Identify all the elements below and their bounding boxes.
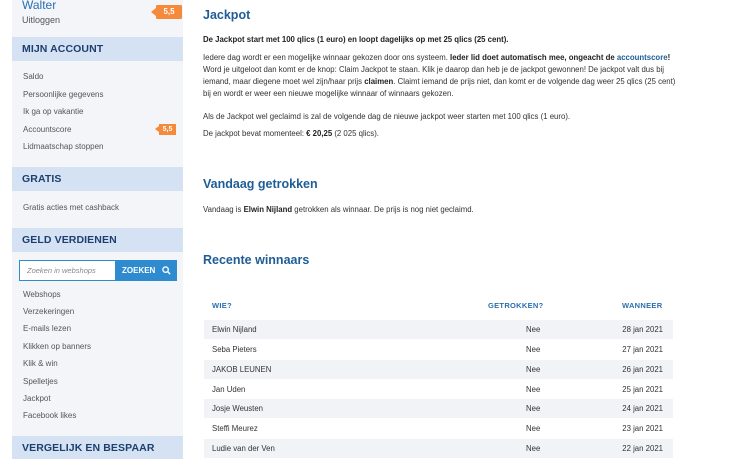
column-header-wie: WIE? — [212, 301, 232, 310]
winner-date: 23 jan 2021 — [622, 424, 663, 433]
accountscore-link[interactable]: accountscore — [616, 53, 668, 62]
jackpot-restart-text: Als de Jackpot wel geclaimd is zal de volgende dag de nieuwe jackpot weer starten met 100 qlics (1 euro). — [203, 112, 571, 121]
winner-claimed: Nee — [526, 345, 541, 354]
search-button-label: ZOEKEN — [122, 266, 156, 275]
jackpot-current — [203, 128, 681, 140]
explanation-claimen: claimen — [364, 77, 394, 86]
section-geld-verdienen: GELD VERDIENEN — [12, 228, 183, 252]
sidebar-item-saldo[interactable]: Saldo — [23, 72, 44, 81]
search-icon — [162, 266, 171, 275]
section-gratis: GRATIS — [12, 167, 183, 191]
winner-date: 22 jan 2021 — [622, 444, 663, 453]
winner-name: Seba Pieters — [212, 345, 257, 354]
winner-claimed: Nee — [526, 444, 541, 453]
recent-title: Recente winnaars — [203, 253, 310, 267]
sidebar-item-klikken-banners[interactable]: Klikken op banners — [23, 342, 92, 351]
webshop-search — [19, 260, 177, 281]
explanation-text-3: . Claimt iemand de prijs niet, dan komt er de volgende dag weer 25 qlics (25 cent) bij en wordt er weer een nieuwe mogelijke winnaar of winnaars gekozen. — [203, 77, 676, 98]
table-row — [204, 380, 673, 399]
sidebar-item-accountscore[interactable]: Accountscore — [23, 125, 72, 134]
winner-claimed: Nee — [526, 325, 541, 334]
sidebar-item-facebook-likes[interactable]: Facebook likes — [23, 411, 77, 420]
user-name[interactable]: Walter — [22, 0, 57, 12]
winner-name: Steffi Meurez — [212, 424, 258, 433]
sidebar — [12, 0, 183, 459]
winner-date: 27 jan 2021 — [622, 345, 663, 354]
jackpot-intro — [203, 34, 681, 46]
winner-date: 28 jan 2021 — [622, 325, 663, 334]
sidebar-item-klik-win[interactable]: Klik & win — [23, 359, 58, 368]
main-content — [203, 0, 683, 459]
table-row — [204, 419, 673, 438]
winner-claimed: Nee — [526, 365, 541, 374]
sidebar-item-gratis-acties[interactable]: Gratis acties met cashback — [23, 203, 120, 212]
sidebar-item-persoonlijke-gegevens[interactable]: Persoonlijke gegevens — [23, 90, 104, 99]
jackpot-intro-text: De Jackpot start met 100 qlics (1 euro) en loopt dagelijks op met 25 qlics (25 cent). — [203, 35, 509, 44]
explanation-bold-1: Ieder lid doet automatisch mee, ongeacht de — [450, 53, 617, 62]
jackpot-explanation — [203, 52, 681, 100]
search-button[interactable] — [115, 260, 177, 281]
winner-date: 26 jan 2021 — [622, 365, 663, 374]
winner-claimed: Nee — [526, 404, 541, 413]
jackpot-current-label: De jackpot bevat momenteel: — [203, 129, 307, 138]
today-title: Vandaag getrokken — [203, 177, 318, 191]
sidebar-item-spelletjes[interactable]: Spelletjes — [23, 377, 58, 386]
section-mijn-account: MIJN ACCOUNT — [12, 37, 183, 61]
sidebar-item-webshops[interactable]: Webshops — [23, 290, 61, 299]
today-text-1: Vandaag is — [203, 205, 244, 214]
today-winner: Elwin Nijland — [243, 205, 293, 214]
winner-date: 24 jan 2021 — [622, 404, 663, 413]
sidebar-item-emails-lezen[interactable]: E-mails lezen — [23, 324, 72, 333]
explanation-text-2: Word je uitgeloot dan komt er de knop: Claim Jackpot te staan. Klik je daarop dan heb je de jackpot gewonnen! De jackpot valt dus bij iemand, maar diegene moet wel zijn/haar prijs — [203, 65, 665, 86]
winner-name: Josje Weusten — [212, 404, 263, 413]
user-panel — [22, 0, 183, 30]
winner-name: JAKOB LEUNEN — [212, 365, 272, 374]
winner-claimed: Nee — [526, 385, 541, 394]
webshop-search-input[interactable] — [19, 260, 116, 281]
jackpot-amount: € 20,25 — [306, 129, 333, 138]
explanation-bold-2: ! — [667, 53, 671, 62]
column-header-getrokken: GETROKKEN? — [488, 301, 544, 310]
sidebar-item-vakantie[interactable]: Ik ga op vakantie — [23, 107, 84, 116]
table-row — [204, 360, 673, 379]
table-row — [204, 399, 673, 418]
jackpot-title: Jackpot — [203, 8, 251, 22]
table-row — [204, 340, 673, 359]
section-vergelijk-bespaar: VERGELIJK EN BESPAAR — [12, 436, 183, 459]
table-row — [204, 439, 673, 458]
sidebar-item-verzekeringen[interactable]: Verzekeringen — [23, 307, 75, 316]
explanation-text-1: Iedere dag wordt er een mogelijke winnaar gekozen door ons systeem. — [203, 53, 451, 62]
sidebar-item-jackpot[interactable]: Jackpot — [23, 394, 51, 403]
winner-claimed: Nee — [526, 424, 541, 433]
today-text — [203, 204, 681, 216]
winner-date: 25 jan 2021 — [622, 385, 663, 394]
jackpot-qlics: (2 025 qlics). — [332, 129, 379, 138]
winner-name: Elwin Nijland — [212, 325, 257, 334]
sidebar-item-lidmaatschap-stoppen[interactable]: Lidmaatschap stoppen — [23, 142, 104, 151]
column-header-wanneer: WANNEER — [622, 301, 663, 310]
logout-link[interactable]: Uitloggen — [22, 15, 61, 25]
accountscore-badge: 5,5 — [159, 124, 176, 135]
winner-name: Jan Uden — [212, 385, 246, 394]
today-text-2: getrokken als winnaar. De prijs is nog niet geclaimd. — [292, 205, 474, 214]
winner-name: Ludie van der Ven — [212, 444, 275, 453]
table-row — [204, 320, 673, 339]
account-score-badge: 5,5 — [156, 5, 182, 19]
